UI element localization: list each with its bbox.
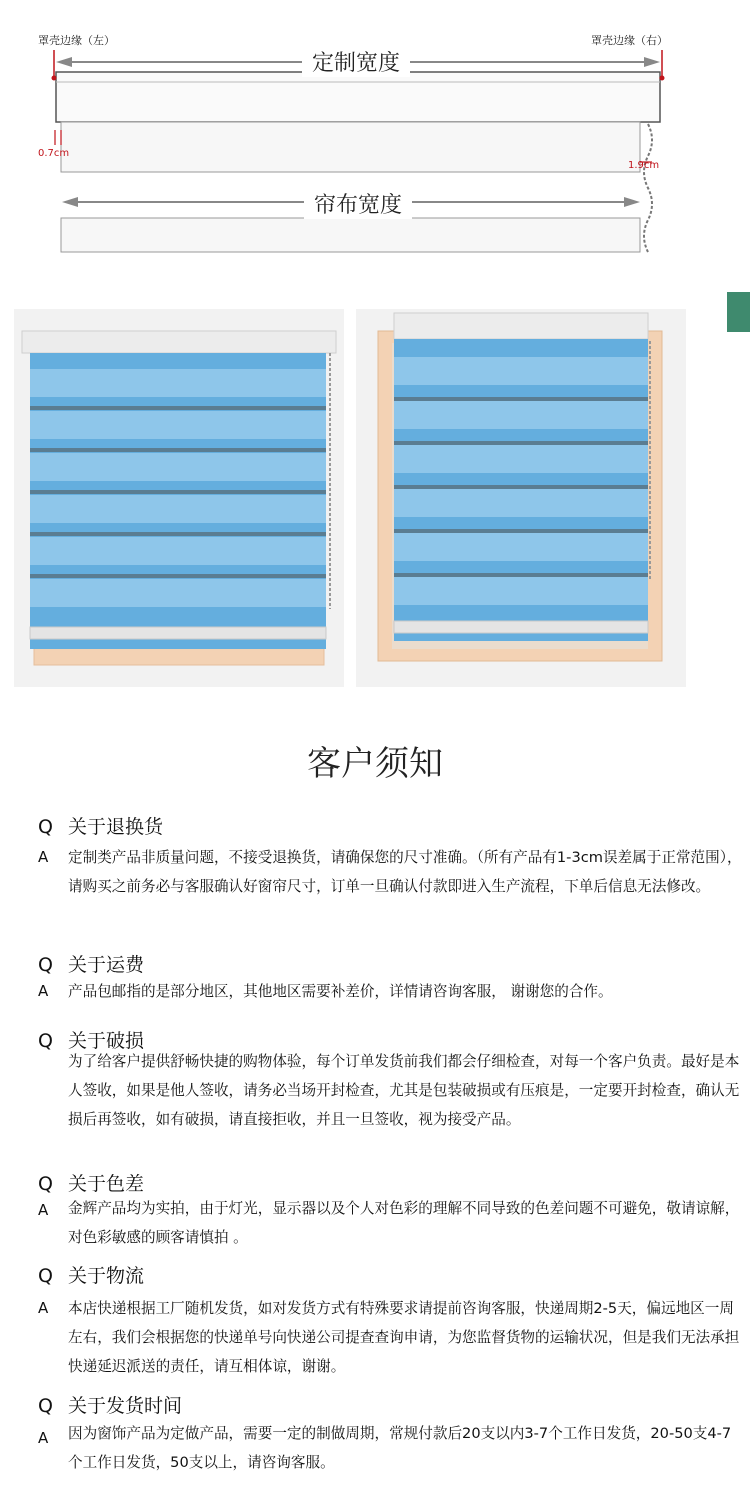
notice-title: 客户须知: [307, 744, 443, 784]
question-mark: Q: [38, 1030, 53, 1052]
question-text: 关于退换货: [68, 816, 164, 838]
product-photo-outside-mount: [14, 309, 344, 687]
question-delivery-time: [38, 1391, 182, 1418]
answer-mark: A: [38, 1201, 49, 1219]
question-returns: [38, 812, 163, 839]
question-logistics: [38, 1261, 144, 1288]
right-gap-label: 1.9cm: [628, 160, 660, 171]
answer-delivery-time: 因为窗饰产品为定做产品，需要一定的制做周期，常规付款后20支以内3-7个工作日发货，20-50支4-7个工作日发货，50支以上，请咨询客服。: [68, 1425, 732, 1471]
question-mark: Q: [38, 1395, 53, 1417]
question-text: 关于运费: [68, 954, 145, 976]
left-gap-label: 0.7cm: [38, 148, 70, 159]
cover-edge-right-label: 罩壳边缘（右）: [591, 34, 668, 47]
answer-mark: A: [38, 848, 49, 866]
answer-logistics: 本店快递根据工厂随机发货，如对发货方式有特殊要求请提前咨询客服，快递周期2-5天，偏远地区一周左右，我们会根据您的快递单号向快递公司提查查询申请，为您监督货物的运输状况，但是我们无法承担快递延迟派送的责任，请互相体谅，谢谢。: [68, 1300, 740, 1375]
question-mark: Q: [38, 1173, 53, 1195]
answer-damage: 为了给客户提供舒畅快捷的购物体验，每个订单发货前我们都会仔细检查，对每一个客户负责。最好是本人签收，如果是他人签收，请务必当场开封检查，尤其是包装破损或有压痕是，一定要开封检查，确认无损后再签收，如有破损，请直接拒收，并且一旦签收，视为接受产品。: [68, 1053, 740, 1128]
question-color-difference: [38, 1169, 144, 1196]
question-text: 关于破损: [68, 1030, 145, 1052]
question-mark: Q: [38, 954, 53, 976]
question-mark: Q: [38, 816, 53, 838]
custom-width-label: 定制宽度: [302, 46, 410, 77]
side-color-tab: [727, 292, 750, 332]
question-text: 关于发货时间: [68, 1395, 183, 1417]
question-text: 关于物流: [68, 1265, 145, 1287]
question-mark: Q: [38, 1265, 53, 1287]
answer-shipping-fee: 产品包邮指的是部分地区，其他地区需要补差价，详情请咨询客服， 谢谢您的合作。: [68, 983, 613, 1000]
measurement-diagram: [0, 0, 750, 270]
answer-color-difference: 金辉产品均为实拍，由于灯光，显示器以及个人对色彩的理解不同导致的色差问题不可避免，敬请谅解，对色彩敏感的顾客请慎拍 。: [68, 1200, 740, 1246]
blind-outside-mount-illustration: [14, 309, 344, 687]
question-shipping-fee: [38, 950, 144, 977]
pull-chain: [644, 124, 652, 252]
answer-mark: A: [38, 982, 49, 1000]
cover-box: [56, 72, 660, 122]
fabric-upper: [61, 122, 640, 172]
product-photo-inside-mount: [356, 309, 686, 687]
fabric-lower: [61, 218, 640, 252]
answer-mark: A: [38, 1429, 49, 1447]
cover-edge-left-label: 罩壳边缘（左）: [38, 34, 115, 47]
answer-returns: 定制类产品非质量问题，不接受退换货，请确保您的尺寸准确。（所有产品有1-3cm误差属于正常范围），请购买之前务必与客服确认好窗帘尺寸，订单一旦确认付款即进入生产流程，下单后信息无法修改。: [68, 849, 742, 895]
answer-mark: A: [38, 1299, 49, 1317]
curtain-width-label: 帘布宽度: [304, 188, 412, 219]
blind-inside-mount-illustration: [356, 309, 686, 687]
question-text: 关于色差: [68, 1173, 145, 1195]
